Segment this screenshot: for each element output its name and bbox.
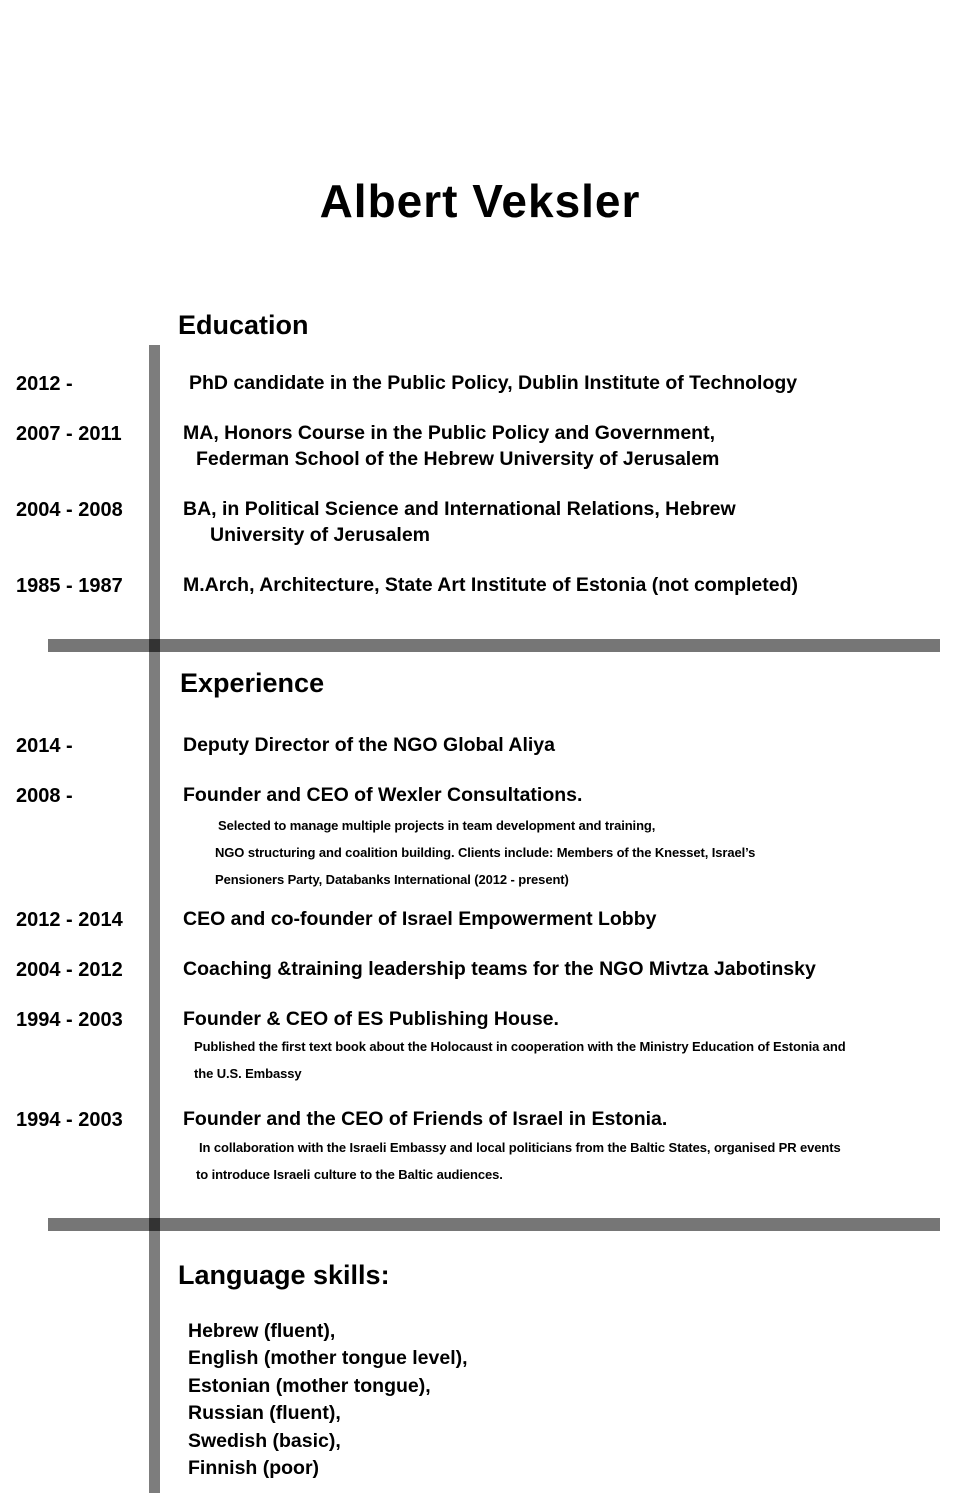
section-divider-1 (48, 639, 940, 652)
education-entry-2-line2: Federman School of the Hebrew University of Jerusalem (196, 448, 720, 470)
language-item-english: English (mother tongue level), (188, 1347, 468, 1370)
language-item-russian: Russian (fluent), (188, 1402, 341, 1425)
education-period-2: 2007 - 2011 (16, 423, 122, 445)
experience-detail-2-line1: Selected to manage multiple projects in team development and training, (218, 818, 656, 833)
language-item-finnish: Finnish (poor) (188, 1457, 320, 1480)
experience-period-5: 1994 - 2003 (16, 1009, 123, 1031)
language-list (188, 1318, 468, 1482)
experience-period-6: 1994 - 2003 (16, 1109, 123, 1131)
timeline-vertical-bar (149, 345, 160, 1493)
education-period-1: 2012 - (16, 373, 73, 395)
divider-intersection-1 (149, 639, 160, 652)
experience-period-3: 2012 - 2014 (16, 909, 123, 931)
section-divider-2 (48, 1218, 940, 1231)
experience-detail-5-line2: the U.S. Embassy (194, 1066, 302, 1081)
experience-period-1: 2014 - (16, 735, 73, 757)
education-period-4: 1985 - 1987 (16, 575, 123, 597)
experience-title-4: Coaching &training leadership teams for the NGO Mivtza Jabotinsky (183, 958, 816, 980)
experience-period-2: 2008 - (16, 785, 73, 807)
page-title: Albert Veksler (319, 175, 641, 227)
education-entry-3-line1: BA, in Political Science and International Relations, Hebrew (183, 498, 736, 520)
language-item-estonian: Estonian (mother tongue), (188, 1374, 431, 1397)
education-entry-4: M.Arch, Architecture, State Art Institute of Estonia (not completed) (183, 574, 799, 596)
languages-heading: Language skills: (178, 1260, 390, 1290)
education-entry-3-line2: University of Jerusalem (210, 524, 431, 546)
language-item-hebrew: Hebrew (fluent), (188, 1320, 336, 1342)
experience-period-4: 2004 - 2012 (16, 959, 123, 981)
experience-title-3: CEO and co-founder of Israel Empowerment Lobby (183, 908, 657, 930)
experience-detail-6-line1: In collaboration with the Israeli Embassy and local politicians from the Baltic States, organised PR events (199, 1140, 841, 1155)
language-item-swedish: Swedish (basic), (188, 1429, 341, 1452)
experience-title-1: Deputy Director of the NGO Global Aliya (183, 734, 555, 756)
experience-detail-2-line3: Pensioners Party, Databanks International (2012 - present) (215, 872, 569, 887)
experience-heading: Experience (180, 668, 325, 698)
education-period-3: 2004 - 2008 (16, 499, 123, 521)
experience-detail-5-line1: Published the first text book about the Holocaust in cooperation with the Ministry Education of Estonia and (194, 1039, 846, 1054)
education-entry-2-line1: MA, Honors Course in the Public Policy and Government, (183, 422, 715, 444)
experience-detail-6-line2: to introduce Israeli culture to the Baltic audiences. (196, 1167, 503, 1182)
experience-title-6: Founder and the CEO of Friends of Israel in Estonia. (183, 1108, 668, 1130)
education-heading: Education (178, 310, 309, 340)
divider-intersection-2 (149, 1218, 160, 1231)
experience-detail-2-line2: NGO structuring and coalition building. Clients include: Members of the Knesset, Israel’s (215, 845, 756, 860)
education-entry-1: PhD candidate in the Public Policy, Dublin Institute of Technology (189, 372, 798, 394)
experience-title-2: Founder and CEO of Wexler Consultations. (183, 784, 583, 806)
experience-title-5: Founder & CEO of ES Publishing House. (183, 1008, 559, 1030)
